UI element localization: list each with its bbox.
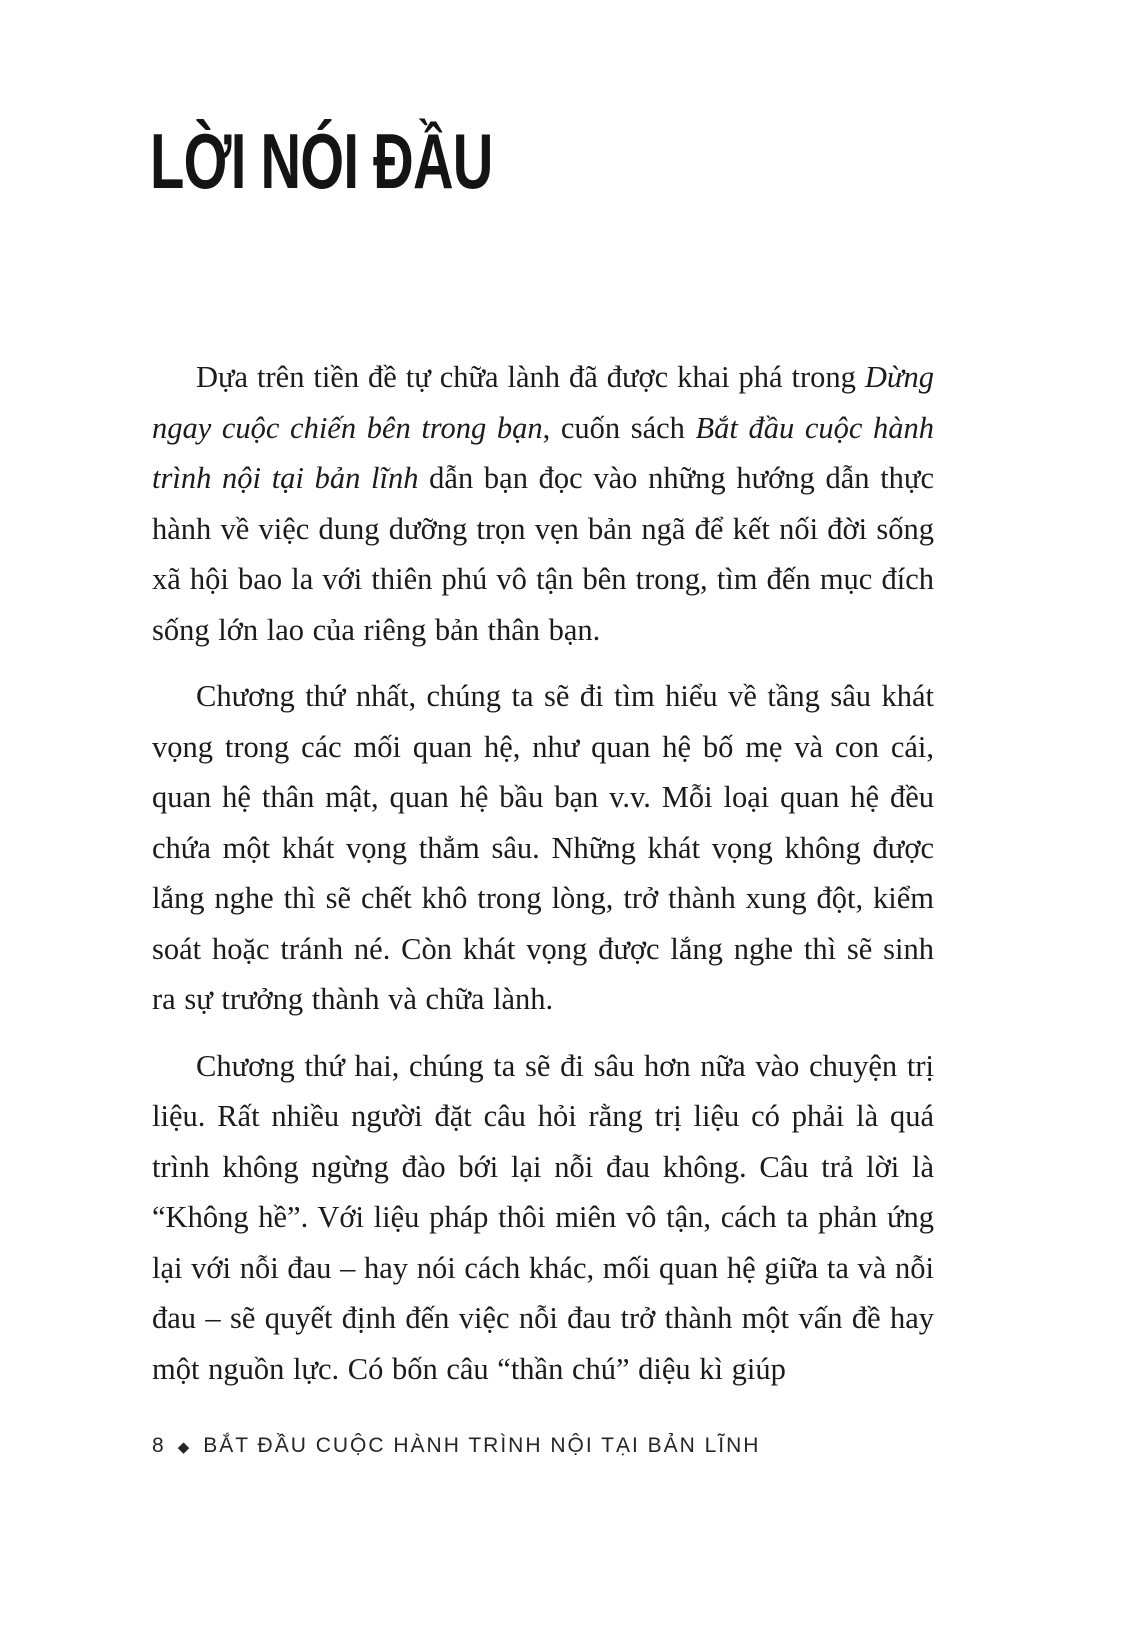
text-segment: Chương thứ hai, chúng ta sẽ đi sâu hơn nữa vào chuyện trị liệu. Rất nhiều người đặt câu hỏi rằng trị liệu có phải là quá trình không ngừng đào bới lại nỗi đau không. Câu trả lời là “Không hề”. Với liệu pháp thôi miên vô tận, cách ta phản ứng lại với nỗi đau – hay nói cách khác, mối quan hệ giữa ta và nỗi đau – sẽ quyết định đến việc nỗi đau trở thành một vấn đề hay một nguồn lực. Có bốn câu “thần chú” diệu kì giúp [152, 1048, 934, 1386]
page-footer [152, 1434, 760, 1458]
text-segment: Dựa trên tiền đề tự chữa lành đã được khai phá trong [196, 360, 865, 394]
text-segment: Chương thứ nhất, chúng ta sẽ đi tìm hiểu về tầng sâu khát vọng trong các mối quan hệ, như quan hệ bố mẹ và con cái, quan hệ thân mật, quan hệ bầu bạn v.v. Mỗi loại quan hệ đều chứa một khát vọng thẳm sâu. Những khát vọng không được lắng nghe thì sẽ chết khô trong lòng, trở thành xung đột, kiểm soát hoặc tránh né. Còn khát vọng được lắng nghe thì sẽ sinh ra sự trưởng thành và chữa lành. [152, 679, 934, 1016]
text-segment: Bắt đầu cuộc hành trình nội tại bản lĩnh [152, 410, 934, 495]
running-title: BẮT ĐẦU CUỘC HÀNH TRÌNH NỘI TẠI BẢN LĨNH [203, 1434, 761, 1457]
text-segment: Dừng ngay cuộc chiến bên trong bạn [152, 360, 934, 445]
text-segment: dẫn bạn đọc vào những hướng dẫn thực hành về việc dung dưỡng trọn vẹn bản ngã để kết nối đời sống xã hội bao la với thiên phú vô tận bên trong, tìm đến mục đích sống lớn lao của riêng bản thân bạn. [152, 461, 934, 647]
text-segment: , cuốn sách [542, 410, 696, 445]
paragraph [152, 1041, 934, 1395]
paragraph [152, 671, 934, 1025]
page-number: 8 [152, 1434, 164, 1457]
paragraph [152, 352, 934, 655]
diamond-icon: ◆ [177, 1439, 190, 1456]
page-title: LỜI NÓI ĐẦU [150, 117, 493, 205]
body-text [152, 352, 934, 1410]
